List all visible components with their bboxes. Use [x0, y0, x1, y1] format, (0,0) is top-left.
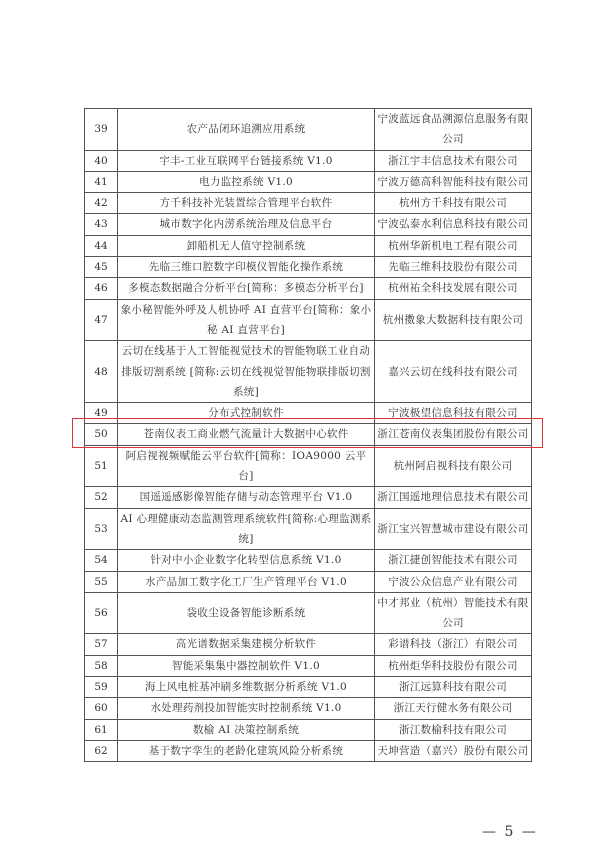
company-name: 宁波蓝远食品溯源信息服务有限公司 — [375, 109, 532, 151]
software-name: 基于数字孪生的老龄化建筑风险分析系统 — [118, 740, 375, 761]
table-row — [85, 341, 532, 403]
software-name: 多模态数据融合分析平台[简称：多模态分析平台] — [118, 278, 375, 299]
company-name: 中才邦业（杭州）智能技术有限公司 — [375, 592, 532, 634]
row-number: 59 — [85, 677, 118, 698]
software-name: 先临三维口腔数字印模仪智能化操作系统 — [118, 257, 375, 278]
table-row — [85, 698, 532, 719]
software-name: 电力监控系统 V1.0 — [118, 171, 375, 192]
company-name: 嘉兴云切在线科技有限公司 — [375, 341, 532, 403]
software-name: AI 心理健康动态监测管理系统软件[简称:心理监测系统] — [118, 508, 375, 550]
table-row — [85, 445, 532, 487]
table-row — [85, 487, 532, 508]
company-name: 杭州方千科技有限公司 — [375, 193, 532, 214]
company-name: 彩谱科技（浙江）有限公司 — [375, 634, 532, 655]
table-row — [85, 740, 532, 761]
software-name: 高光谱数据采集建模分析软件 — [118, 634, 375, 655]
row-number: 62 — [85, 740, 118, 761]
company-name: 先临三维科技股份有限公司 — [375, 257, 532, 278]
company-name: 浙江数榆科技有限公司 — [375, 719, 532, 740]
company-name: 浙江国遥地理信息技术有限公司 — [375, 487, 532, 508]
row-number: 54 — [85, 550, 118, 571]
row-number: 43 — [85, 214, 118, 235]
row-number: 50 — [85, 424, 118, 445]
table-row — [85, 214, 532, 235]
table-row — [85, 257, 532, 278]
table-row — [85, 193, 532, 214]
software-name: 智能采集集中器控制软件 V1.0 — [118, 655, 375, 676]
row-number: 52 — [85, 487, 118, 508]
table-row — [85, 550, 532, 571]
company-name: 宁波万德高科智能科技有限公司 — [375, 171, 532, 192]
row-number: 61 — [85, 719, 118, 740]
company-name: 浙江苍南仪表集团股份有限公司 — [375, 424, 532, 445]
software-name: 水处理药剂投加智能实时控制系统 V1.0 — [118, 698, 375, 719]
software-name: 卸船机无人值守控制系统 — [118, 235, 375, 256]
table-row — [85, 278, 532, 299]
software-name: 针对中小企业数字化转型信息系统 V1.0 — [118, 550, 375, 571]
company-name: 浙江宝兴智慧城市建设有限公司 — [375, 508, 532, 550]
software-name: 云切在线基于人工智能视觉技术的智能物联工业自动排版切割系统 [简称:云切在线视觉智能物联排版切割系统] — [118, 341, 375, 403]
table-row — [85, 655, 532, 676]
row-number: 53 — [85, 508, 118, 550]
software-name: 阿启视视频赋能云平台软件[简称：IOA9000 云平台] — [118, 445, 375, 487]
company-name: 天坤营造（嘉兴）股份有限公司 — [375, 740, 532, 761]
row-number: 57 — [85, 634, 118, 655]
table-row — [85, 677, 532, 698]
table-row — [85, 299, 532, 341]
company-name: 宁波公众信息产业有限公司 — [375, 571, 532, 592]
row-number: 51 — [85, 445, 118, 487]
company-name: 宁波弘泰水利信息科技有限公司 — [375, 214, 532, 235]
company-name: 杭州阿启视科技有限公司 — [375, 445, 532, 487]
software-name: 苍南仪表工商业燃气流量计大数据中心软件 — [118, 424, 375, 445]
table-row — [85, 171, 532, 192]
table-row — [85, 719, 532, 740]
company-name: 浙江天行健水务有限公司 — [375, 698, 532, 719]
row-number: 39 — [85, 109, 118, 151]
table-row — [85, 235, 532, 256]
table-row — [85, 150, 532, 171]
row-number: 48 — [85, 341, 118, 403]
software-name: 水产品加工数字化工厂生产管理平台 V1.0 — [118, 571, 375, 592]
row-number: 45 — [85, 257, 118, 278]
software-name: 袋收尘设备智能诊断系统 — [118, 592, 375, 634]
row-number: 40 — [85, 150, 118, 171]
software-name: 宇丰-工业互联网平台链接系统 V1.0 — [118, 150, 375, 171]
row-number: 58 — [85, 655, 118, 676]
row-number: 55 — [85, 571, 118, 592]
table-row — [85, 508, 532, 550]
row-number: 46 — [85, 278, 118, 299]
table-row — [85, 634, 532, 655]
software-name: 海上风电桩基冲刷多维数据分析系统 V1.0 — [118, 677, 375, 698]
software-name: 国遥遥感影像智能存储与动态管理平台 V1.0 — [118, 487, 375, 508]
table-row — [85, 571, 532, 592]
software-name: 方千科技补光装置综合管理平台软件 — [118, 193, 375, 214]
table-row — [85, 424, 532, 445]
software-name: 农产品闭环追溯应用系统 — [118, 109, 375, 151]
software-name: 城市数字化内涝系统治理及信息平台 — [118, 214, 375, 235]
page-number: — 5 — — [482, 824, 538, 840]
table-row — [85, 403, 532, 424]
company-name: 浙江宇丰信息技术有限公司 — [375, 150, 532, 171]
company-name: 杭州华新机电工程有限公司 — [375, 235, 532, 256]
row-number: 49 — [85, 403, 118, 424]
software-list-table — [84, 108, 532, 762]
row-number: 42 — [85, 193, 118, 214]
company-name: 浙江捷创智能技术有限公司 — [375, 550, 532, 571]
software-name: 象小秘智能外呼及人机协呼 AI 直营平台[简称：象小秘 AI 直营平台] — [118, 299, 375, 341]
company-name: 浙江远算科技有限公司 — [375, 677, 532, 698]
software-name: 分布式控制软件 — [118, 403, 375, 424]
company-name: 宁波极望信息科技有限公司 — [375, 403, 532, 424]
row-number: 44 — [85, 235, 118, 256]
table-row — [85, 592, 532, 634]
company-name: 杭州祐全科技发展有限公司 — [375, 278, 532, 299]
table-row — [85, 109, 532, 151]
company-name: 杭州擞象大数据科技有限公司 — [375, 299, 532, 341]
row-number: 60 — [85, 698, 118, 719]
row-number: 41 — [85, 171, 118, 192]
row-number: 47 — [85, 299, 118, 341]
software-name: 数榆 AI 决策控制系统 — [118, 719, 375, 740]
company-name: 杭州炬华科技股份有限公司 — [375, 655, 532, 676]
row-number: 56 — [85, 592, 118, 634]
